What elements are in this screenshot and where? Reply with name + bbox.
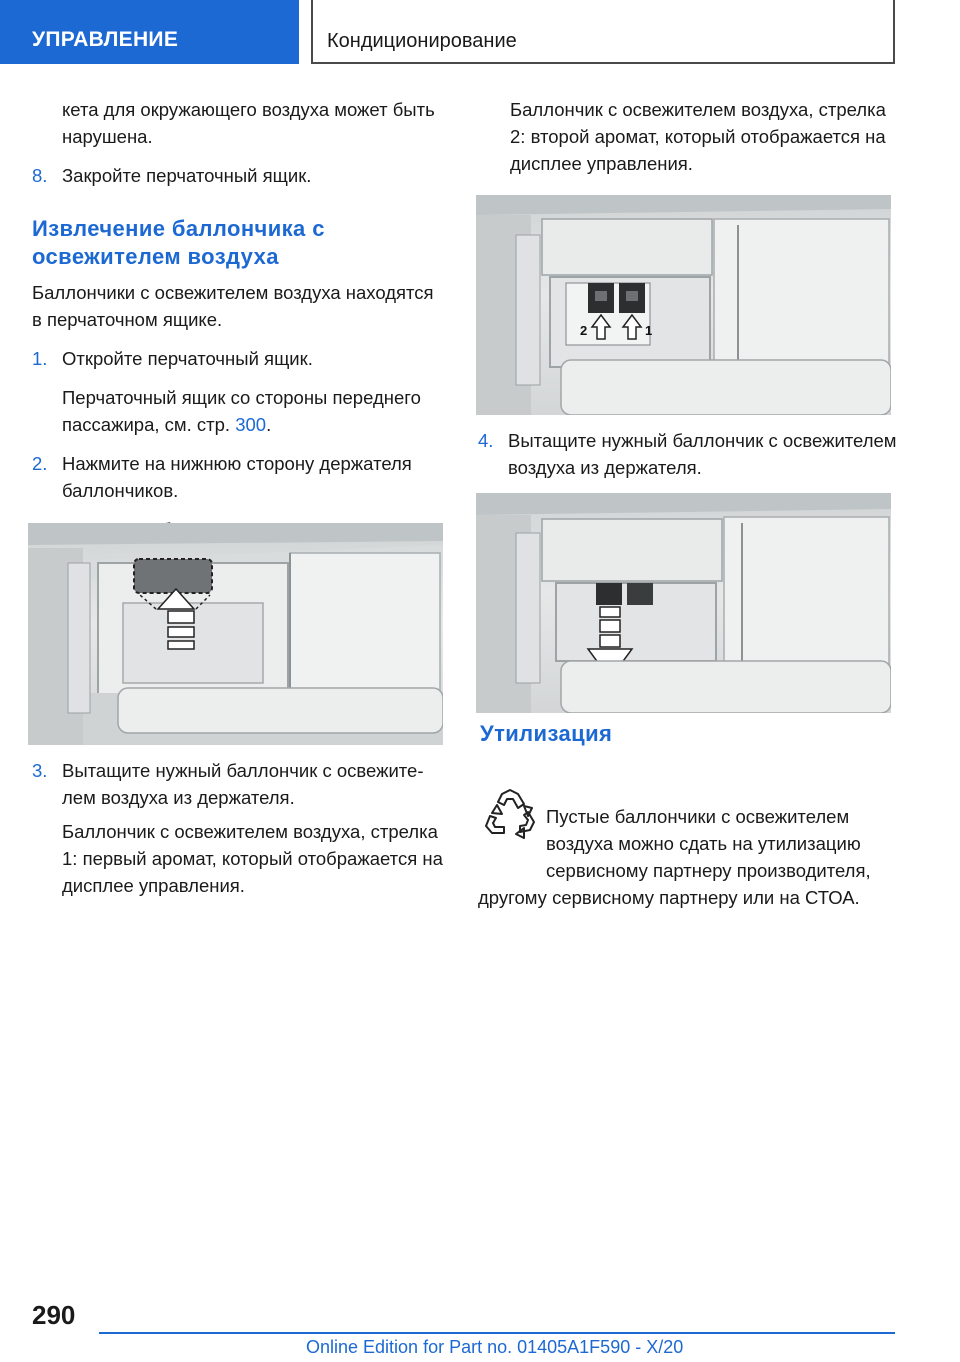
arrow-label-2: 2 — [580, 323, 588, 338]
left-column — [32, 96, 446, 555]
section-title: УПРАВЛЕНИЕ — [32, 28, 179, 51]
chapter-title: Кондиционирование — [327, 30, 517, 52]
recycle-icon — [480, 786, 540, 842]
figure-cartridge-removal — [476, 493, 891, 713]
page-link[interactable]: 300 — [235, 414, 267, 435]
step-3 — [32, 757, 446, 811]
step-number: 3. — [32, 760, 48, 781]
step-number: 8. — [32, 165, 48, 186]
arrow-2-note: Баллончик с освежителем воздуха, стрелка 2: второй аромат, который отображается на дисплее управления. — [510, 99, 886, 174]
step-text: Закройте перчаточный ящик. — [62, 165, 312, 186]
continued-text: кета для окружающего воздуха может быть нарушена. — [62, 99, 435, 147]
page-number: 290 — [32, 1300, 76, 1330]
step-number: 2. — [32, 453, 48, 474]
step-number: 1. — [32, 348, 48, 369]
disposal-text: Пустые баллончики с освежителем воздуха можно сдать на утилизацию сервисному партнеру производителя, — [546, 805, 871, 881]
note-text: Перчаточный ящик со стороны переднего пассажира, см. стр. — [62, 387, 421, 435]
step-text: Вытащите нужный баллончик с освежителем воздуха из держателя. — [62, 760, 424, 808]
edition-note: Online Edition for Part no. 01405A1F590 - X/20 — [306, 1337, 684, 1357]
step-1 — [32, 345, 446, 372]
footer-rule — [99, 1332, 895, 1334]
step-number: 4. — [478, 430, 494, 451]
step-2 — [32, 450, 446, 504]
step-3-note: Баллончик с освежителем воздуха, стрелка 1: первый аромат, который отображается на дисплее управления. — [62, 821, 443, 896]
step-8 — [32, 162, 446, 189]
cartridges-illustration — [476, 195, 891, 415]
disposal-text-end: другому сервисному партнеру или на СТОА. — [478, 886, 860, 908]
section-tab — [0, 0, 299, 64]
figure-holder-press — [28, 523, 443, 745]
section-heading-removal: Извлечение баллончика с освежителем воздуха — [32, 216, 325, 269]
step-text: Вытащите нужный баллончик с освежителем воздуха из держателя. — [508, 430, 897, 478]
arrow-label-1: 1 — [645, 323, 653, 338]
note-end: . — [266, 414, 272, 435]
step-text: Откройте перчаточный ящик. — [62, 348, 313, 369]
glovebox-illustration — [28, 523, 443, 745]
section-heading-disposal: Утилизация — [480, 721, 613, 746]
intro-text: Баллончики с освежителем воздуха находятся в перчаточном ящике. — [32, 282, 434, 330]
figure-cartridges — [476, 195, 891, 415]
step-text: Нажмите на нижнюю сторону держателя баллончиков. — [62, 453, 412, 501]
step-1-note — [32, 384, 446, 438]
chapter-tab — [311, 0, 895, 64]
step-4 — [478, 427, 922, 481]
removal-illustration — [476, 493, 891, 713]
